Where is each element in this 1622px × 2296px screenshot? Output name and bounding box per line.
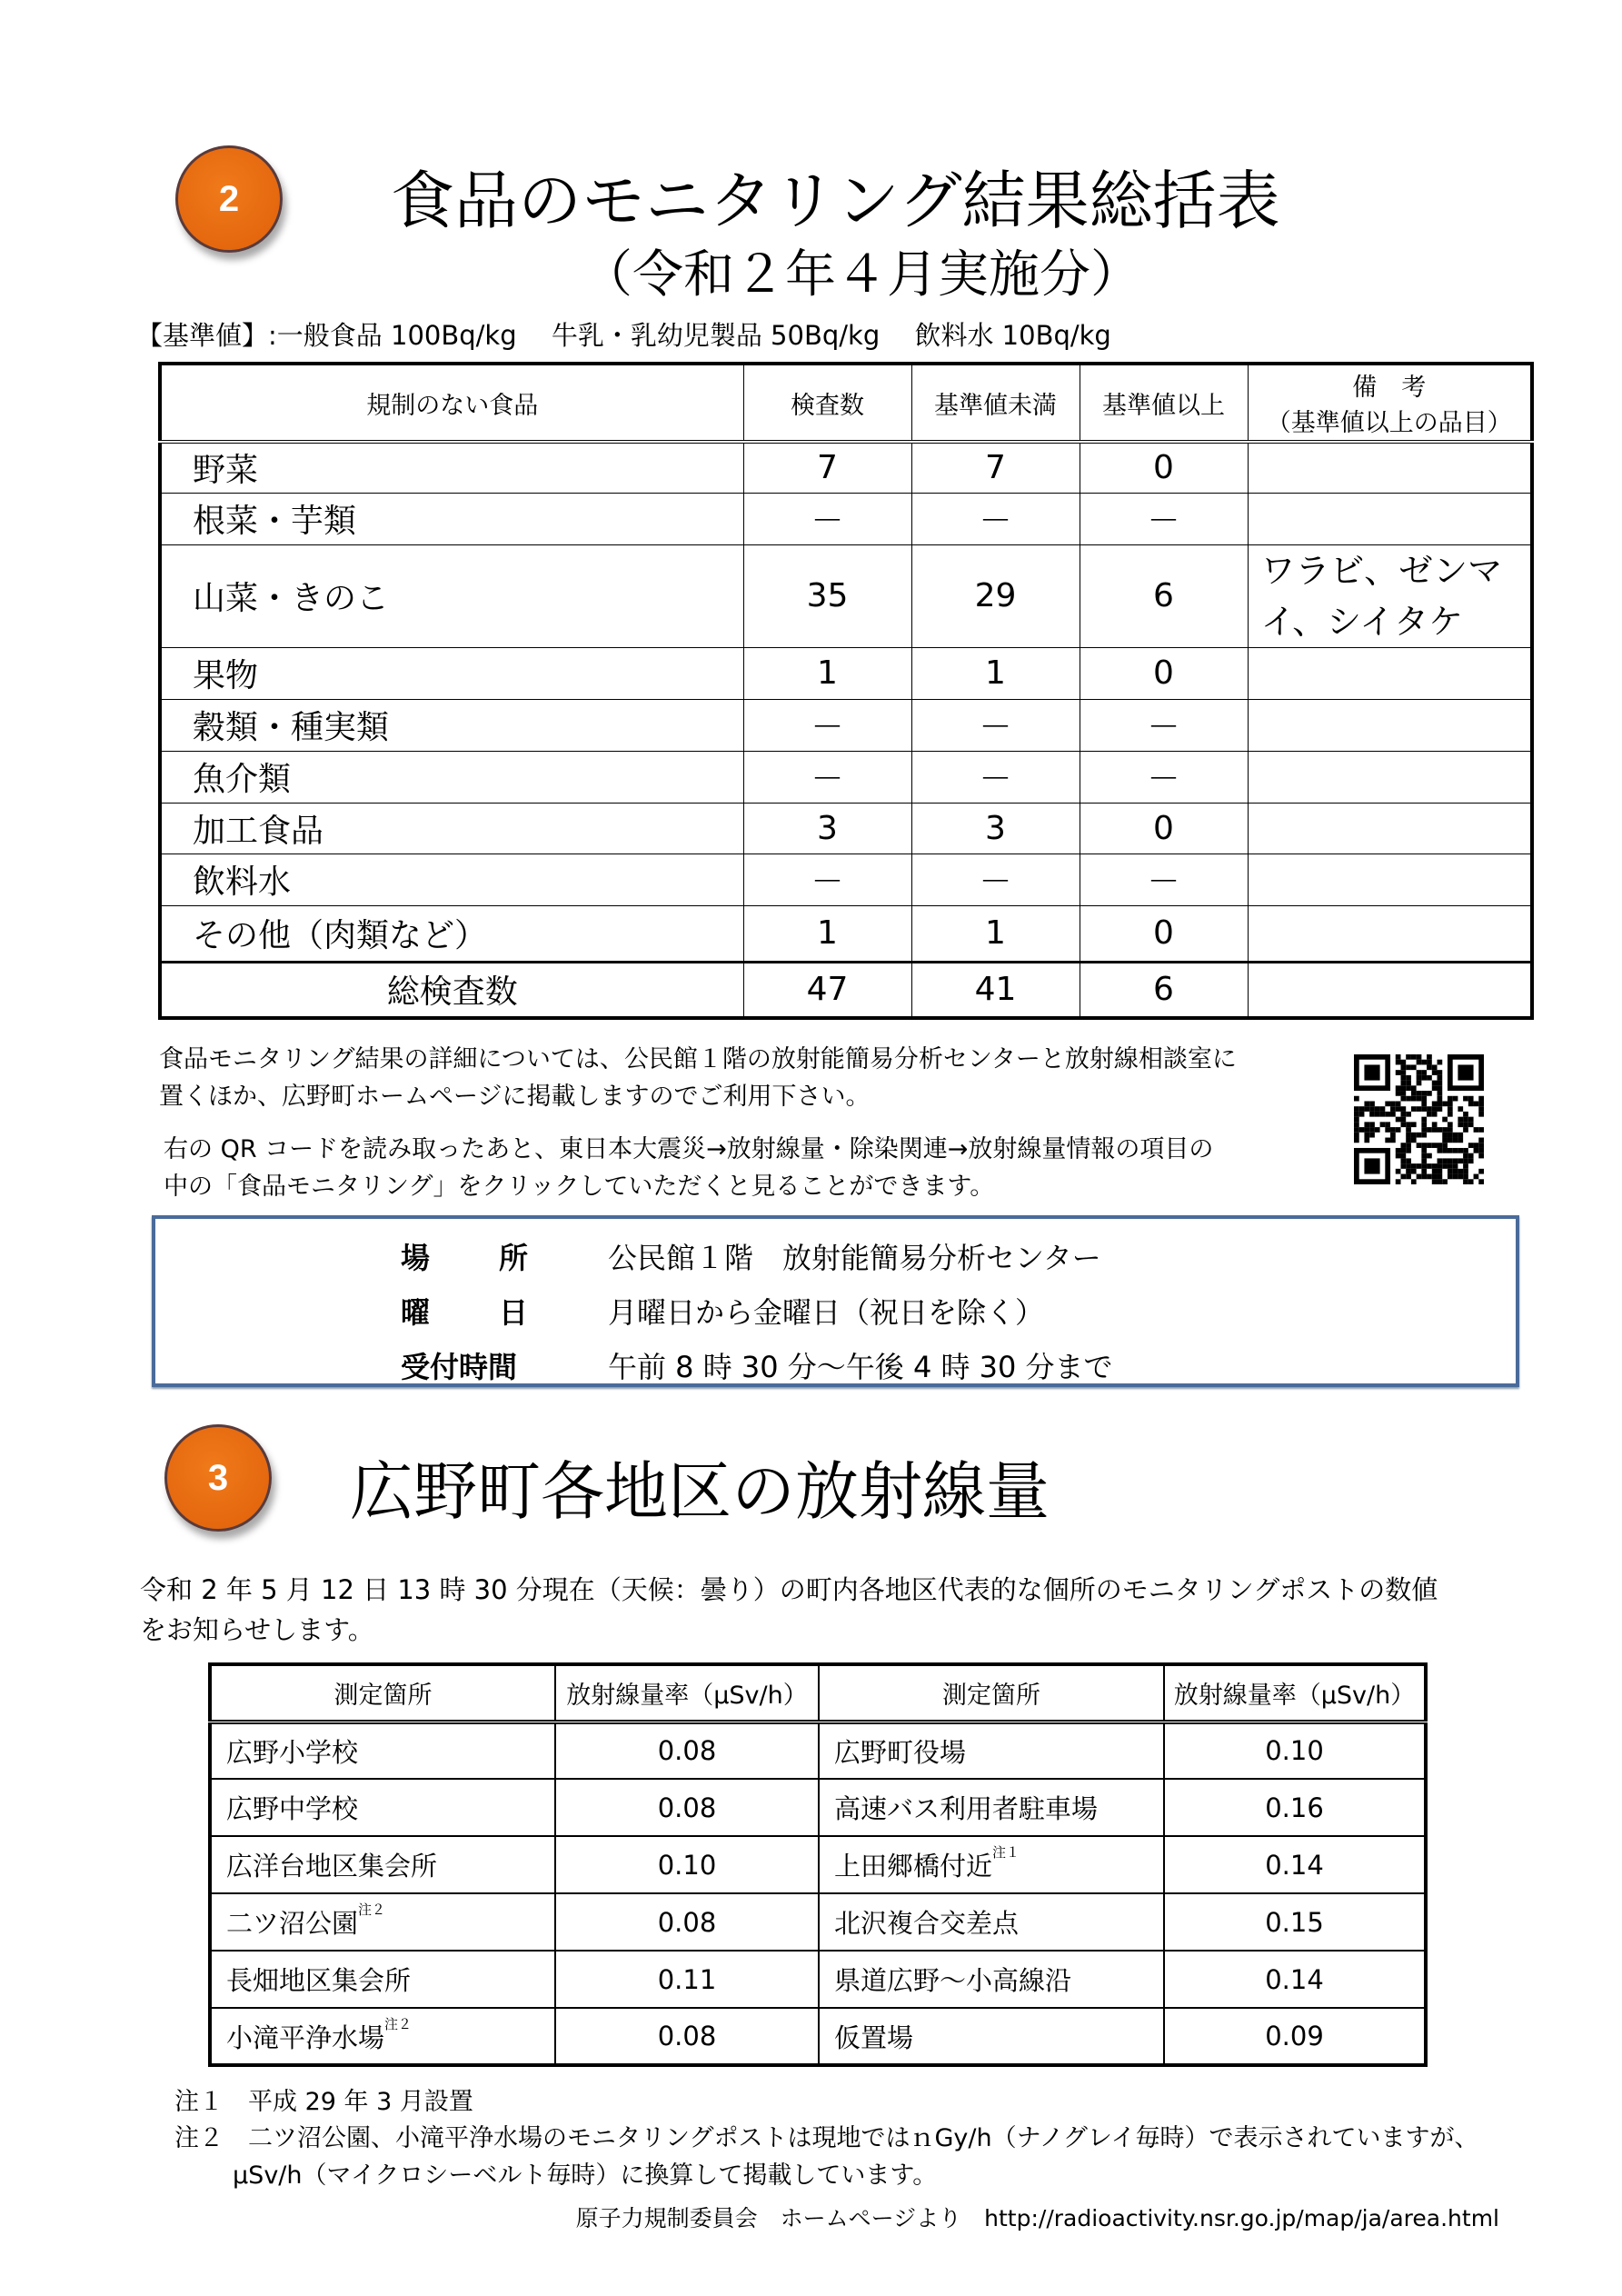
inspection-count: － <box>743 493 911 544</box>
center-info-box <box>152 1215 1519 1387</box>
header-location: 測定箇所 <box>210 1664 555 1722</box>
location <box>210 1893 555 1951</box>
above-standard-count: － <box>1080 493 1248 544</box>
location <box>210 1951 555 2008</box>
info-text-1a: 食品モニタリング結果の詳細については、公民館１階の放射能簡易分析センターと放射線相談室に <box>159 1045 1237 1073</box>
total-label: 総検査数 <box>160 962 743 1018</box>
label-place-2: 所 <box>499 1241 529 1275</box>
remarks <box>1248 493 1532 544</box>
label-days-2: 日 <box>499 1295 529 1330</box>
table-row <box>210 1779 1426 1836</box>
food-name: 加工食品 <box>160 803 743 854</box>
below-standard-count: － <box>911 854 1080 905</box>
header-food: 規制のない食品 <box>160 364 743 442</box>
location <box>819 1779 1164 1836</box>
header-rate: 放射線量率（μSv/h） <box>555 1664 819 1722</box>
table-header-row <box>210 1664 1426 1722</box>
value-days: 月曜日から金曜日（祝日を除く） <box>608 1295 1045 1330</box>
section-title: 広野町各地区の放射線量 <box>350 1454 1050 1529</box>
food-name: 果物 <box>160 647 743 699</box>
location <box>210 1836 555 1893</box>
food-name: その他（肉類など） <box>160 905 743 962</box>
table-row <box>210 1722 1426 1779</box>
below-standard-count: 3 <box>911 803 1080 854</box>
table-row <box>160 854 1532 905</box>
footnote-mark: 注１ <box>992 1844 1020 1861</box>
header-note <box>1248 364 1532 442</box>
above-standard-count: 0 <box>1080 442 1248 493</box>
header-below: 基準値未満 <box>911 364 1080 442</box>
location-name: 広洋台地区集会所 <box>226 1851 438 1882</box>
table-header-row <box>160 364 1532 442</box>
remarks <box>1248 854 1532 905</box>
source-credit: 原子力規制委員会 ホームページより http://radioactivity.nsr.go.jp/map/ja/area.html <box>575 2205 1499 2231</box>
label-hours: 受付時間 <box>401 1350 518 1384</box>
table-row <box>210 1951 1426 2008</box>
dose-rate: 0.14 <box>1164 1836 1426 1893</box>
location <box>819 1836 1164 1893</box>
total-row <box>160 962 1532 1018</box>
inspection-count: 3 <box>743 803 911 854</box>
label-days-1: 曜 <box>401 1295 431 1330</box>
location-name: 広野町役場 <box>834 1736 967 1768</box>
table-row <box>210 1893 1426 1951</box>
note-2: 注２ 二ツ沼公園、小滝平浄水場のモニタリングポストは現地ではｎGy/h（ナノグレイ毎時）で表示されていますが、 <box>174 2124 1479 2152</box>
location-name: 上田郷橋付近 <box>834 1851 993 1882</box>
inspection-count: 35 <box>743 544 911 647</box>
table-row <box>160 751 1532 803</box>
above-standard-count: － <box>1080 699 1248 751</box>
value-hours: 午前 8 時 30 分～午後 4 時 30 分まで <box>608 1350 1113 1384</box>
table-row <box>210 2008 1426 2065</box>
header-note-2: （基準値以上の品目） <box>1266 409 1512 437</box>
food-monitoring-table <box>158 362 1534 1020</box>
location-name: 広野中学校 <box>226 1793 359 1824</box>
location-name: 北沢複合交差点 <box>834 1908 1020 1939</box>
location <box>210 1722 555 1779</box>
location <box>819 1722 1164 1779</box>
below-standard-count: 29 <box>911 544 1080 647</box>
above-standard-count: 0 <box>1080 803 1248 854</box>
location-name: 長畑地区集会所 <box>226 1965 412 1996</box>
dose-rate: 0.14 <box>1164 1951 1426 2008</box>
table-row <box>160 905 1532 962</box>
remarks <box>1248 442 1532 493</box>
dose-rate: 0.10 <box>555 1836 819 1893</box>
below-standard-count: － <box>911 493 1080 544</box>
dose-rate: 0.08 <box>555 1779 819 1836</box>
location <box>210 1779 555 1836</box>
qr-code[interactable] <box>1354 1054 1484 1184</box>
inspection-count: 1 <box>743 647 911 699</box>
inspection-count: － <box>743 751 911 803</box>
food-name: 魚介類 <box>160 751 743 803</box>
inspection-count: 7 <box>743 442 911 493</box>
table-row <box>160 647 1532 699</box>
label-place-1: 場 <box>401 1241 431 1275</box>
dose-rate: 0.16 <box>1164 1779 1426 1836</box>
inspection-count: － <box>743 699 911 751</box>
dose-rate: 0.10 <box>1164 1722 1426 1779</box>
dose-rate: 0.08 <box>555 2008 819 2065</box>
remarks: ワラビ、ゼンマイ、シイタケ <box>1248 544 1532 647</box>
standards-line: 【基準値】:一般食品 100Bq/kg 牛乳・乳幼児製品 50Bq/kg 飲料水 10Bq/kg <box>136 320 1111 351</box>
footnote-mark: 注２ <box>384 2015 413 2032</box>
total-below: 41 <box>911 962 1080 1018</box>
food-name: 飲料水 <box>160 854 743 905</box>
food-name: 根菜・芋類 <box>160 493 743 544</box>
below-standard-count: － <box>911 751 1080 803</box>
note-2-continued: μSv/h（マイクロシーベルト毎時）に換算して掲載しています。 <box>233 2161 938 2190</box>
location-name: 小滝平浄水場 <box>226 2021 385 2053</box>
location-name: 仮置場 <box>834 2021 914 2053</box>
header-rate: 放射線量率（μSv/h） <box>1164 1664 1426 1722</box>
below-standard-count: 1 <box>911 905 1080 962</box>
header-count: 検査数 <box>743 364 911 442</box>
above-standard-count: － <box>1080 854 1248 905</box>
above-standard-count: 0 <box>1080 647 1248 699</box>
dose-rate: 0.09 <box>1164 2008 1426 2065</box>
table-row <box>160 442 1532 493</box>
remarks <box>1248 905 1532 962</box>
table-row <box>160 803 1532 854</box>
dose-rate: 0.08 <box>555 1893 819 1951</box>
below-standard-count: － <box>911 699 1080 751</box>
total-count: 47 <box>743 962 911 1018</box>
location-name: 広野小学校 <box>226 1736 359 1768</box>
section-number-badge: 2 <box>175 145 283 253</box>
food-name: 山菜・きのこ <box>160 544 743 647</box>
location <box>819 1893 1164 1951</box>
header-above: 基準値以上 <box>1080 364 1248 442</box>
header-note-1: 備 考 <box>1352 374 1427 402</box>
section-title: 食品のモニタリング結果総括表 <box>391 164 1280 238</box>
remarks <box>1248 751 1532 803</box>
table-row <box>160 544 1532 647</box>
remarks <box>1248 699 1532 751</box>
info-text-2b: 中の「食品モニタリング」をクリックしていただくと見ることができます。 <box>164 1173 995 1201</box>
footnote-mark: 注２ <box>358 1902 386 1918</box>
location <box>819 2008 1164 2065</box>
remarks <box>1248 647 1532 699</box>
table-row <box>160 699 1532 751</box>
below-standard-count: 7 <box>911 442 1080 493</box>
info-text-2a: 右の QR コードを読み取ったあと、東日本大震災→放射線量・除染関連→放射線量情報の項目の <box>164 1135 1214 1163</box>
info-text-1b: 置くほか、広野町ホームページに掲載しますのでご利用下さい。 <box>159 1083 871 1111</box>
table-row <box>210 1836 1426 1893</box>
inspection-count: － <box>743 854 911 905</box>
above-standard-count: 6 <box>1080 544 1248 647</box>
location-name: 二ツ沼公園 <box>226 1908 359 1939</box>
inspection-count: 1 <box>743 905 911 962</box>
dose-rate: 0.08 <box>555 1722 819 1779</box>
below-standard-count: 1 <box>911 647 1080 699</box>
section-subtitle: （令和２年４月実施分） <box>582 245 1141 304</box>
radiation-table <box>208 1662 1428 2067</box>
value-place: 公民館１階 放射能簡易分析センター <box>608 1241 1101 1275</box>
location-name: 高速バス利用者駐車場 <box>834 1793 1099 1824</box>
food-name: 野菜 <box>160 442 743 493</box>
remarks <box>1248 803 1532 854</box>
table-row <box>160 493 1532 544</box>
dose-rate: 0.11 <box>555 1951 819 2008</box>
intro-text-2: をお知らせします。 <box>140 1614 374 1645</box>
header-location: 測定箇所 <box>819 1664 1164 1722</box>
dose-rate: 0.15 <box>1164 1893 1426 1951</box>
food-name: 穀類・種実類 <box>160 699 743 751</box>
total-note <box>1248 962 1532 1018</box>
above-standard-count: － <box>1080 751 1248 803</box>
intro-text-1: 令和 2 年 5 月 12 日 13 時 30 分現在（天候：曇り）の町内各地区代表的な個所のモニタリングポストの数値 <box>140 1574 1438 1605</box>
note-1: 注１ 平成 29 年 3 月設置 <box>174 2088 473 2116</box>
above-standard-count: 0 <box>1080 905 1248 962</box>
location <box>210 2008 555 2065</box>
location <box>819 1951 1164 2008</box>
section-number-badge: 3 <box>164 1424 272 1532</box>
total-above: 6 <box>1080 962 1248 1018</box>
location-name: 県道広野～小高線沿 <box>834 1965 1072 1996</box>
